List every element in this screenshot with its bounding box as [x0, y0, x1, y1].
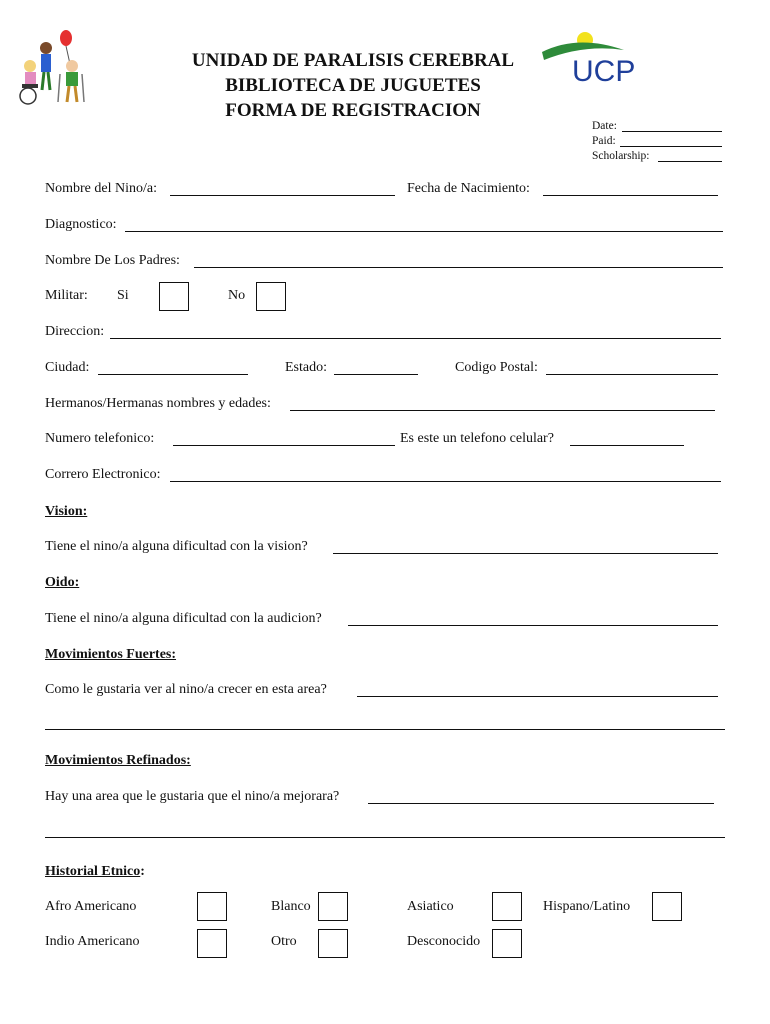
city-field[interactable]: [98, 374, 248, 375]
ethnic-option-other-checkbox[interactable]: [318, 929, 348, 958]
birth-date-label: Fecha de Nacimiento:: [407, 181, 530, 196]
address-field[interactable]: [110, 338, 721, 339]
ethnic-heading-text: Historial Etnico: [45, 864, 141, 879]
ethnic-option-afro-american-label: Afro Americano: [45, 899, 137, 914]
phone-field[interactable]: [173, 445, 395, 446]
diagnosis-label: Diagnostico:: [45, 217, 117, 232]
fine-motor-answer-field[interactable]: [368, 803, 714, 804]
ethnic-heading-colon: :: [140, 864, 145, 879]
military-no-checkbox[interactable]: [256, 282, 286, 311]
gross-motor-question: Como le gustaria ver al nino/a crecer en esta area?: [45, 682, 327, 697]
state-label: Estado:: [285, 360, 327, 375]
cell-field[interactable]: [570, 445, 684, 446]
ethnic-option-white-checkbox[interactable]: [318, 892, 348, 921]
ethnic-option-afro-american-checkbox[interactable]: [197, 892, 227, 921]
email-field[interactable]: [170, 481, 721, 482]
date-line[interactable]: [622, 131, 722, 132]
email-label: Correro Electronico:: [45, 467, 161, 482]
vision-question: Tiene el nino/a alguna dificultad con la vision?: [45, 539, 308, 554]
ethnic-option-hispanic-checkbox[interactable]: [652, 892, 682, 921]
gross-motor-answer-field[interactable]: [357, 696, 718, 697]
military-yes-checkbox[interactable]: [159, 282, 189, 311]
ethnic-option-unknown-checkbox[interactable]: [492, 929, 522, 958]
scholarship-label: Scholarship:: [592, 150, 650, 162]
ethnic-heading: [45, 864, 145, 880]
birth-date-field[interactable]: [543, 195, 718, 196]
date-label: Date:: [592, 120, 617, 132]
ethnic-option-unknown-label: Desconocido: [407, 934, 481, 949]
state-field[interactable]: [334, 374, 418, 375]
vision-answer-field[interactable]: [333, 553, 718, 554]
ethnic-option-asian-label: Asiatico: [407, 899, 454, 914]
fine-motor-answer-line-2[interactable]: [45, 837, 725, 838]
cell-label: Es este un telefono celular?: [400, 431, 554, 446]
vision-heading: Vision:: [45, 504, 88, 519]
gross-motor-heading: Movimientos Fuertes:: [45, 647, 177, 662]
phone-label: Numero telefonico:: [45, 431, 155, 446]
ethnic-option-other-label: Otro: [271, 934, 297, 949]
city-label: Ciudad:: [45, 360, 90, 375]
ucp-logo-text: UCP: [572, 55, 636, 88]
title-line-2: BIBLIOTECA DE JUGUETES: [225, 75, 481, 96]
diagnosis-field[interactable]: [125, 231, 723, 232]
form-title: [150, 48, 556, 123]
siblings-field[interactable]: [290, 410, 715, 411]
siblings-label: Hermanos/Hermanas nombres y edades:: [45, 396, 271, 411]
address-label: Direccion:: [45, 324, 105, 339]
military-no-label: No: [228, 288, 246, 303]
ucp-logo: [538, 30, 638, 94]
title-line-1: UNIDAD DE PARALISIS CEREBRAL: [191, 50, 515, 71]
parents-field[interactable]: [194, 267, 723, 268]
scholarship-line[interactable]: [658, 161, 722, 162]
balloon-icon: [60, 30, 72, 46]
military-label: Militar:: [45, 288, 88, 303]
military-yes-label: Si: [117, 288, 129, 303]
parents-label: Nombre De Los Padres:: [45, 253, 180, 268]
zip-field[interactable]: [546, 374, 718, 375]
gross-motor-answer-line-2[interactable]: [45, 729, 725, 730]
fine-motor-heading: Movimientos Refinados:: [45, 753, 191, 768]
title-line-3: FORMA DE REGISTRACION: [225, 100, 481, 121]
hearing-question: Tiene el nino/a alguna dificultad con la audicion?: [45, 611, 322, 626]
ethnic-option-native-american-checkbox[interactable]: [197, 929, 227, 958]
zip-label: Codigo Postal:: [455, 360, 538, 375]
child-name-label: Nombre del Nino/a:: [45, 181, 157, 196]
paid-line[interactable]: [620, 146, 722, 147]
children-illustration: [14, 26, 94, 106]
ethnic-option-asian-checkbox[interactable]: [492, 892, 522, 921]
fine-motor-question: Hay una area que le gustaria que el nino/a mejorara?: [45, 789, 340, 804]
paid-label: Paid:: [592, 135, 616, 147]
ethnic-option-white-label: Blanco: [271, 899, 311, 914]
ethnic-option-native-american-label: Indio Americano: [45, 934, 140, 949]
hearing-heading: Oido:: [45, 575, 80, 590]
ethnic-option-hispanic-label: Hispano/Latino: [543, 899, 631, 914]
hearing-answer-field[interactable]: [348, 625, 718, 626]
child-name-field[interactable]: [170, 195, 395, 196]
